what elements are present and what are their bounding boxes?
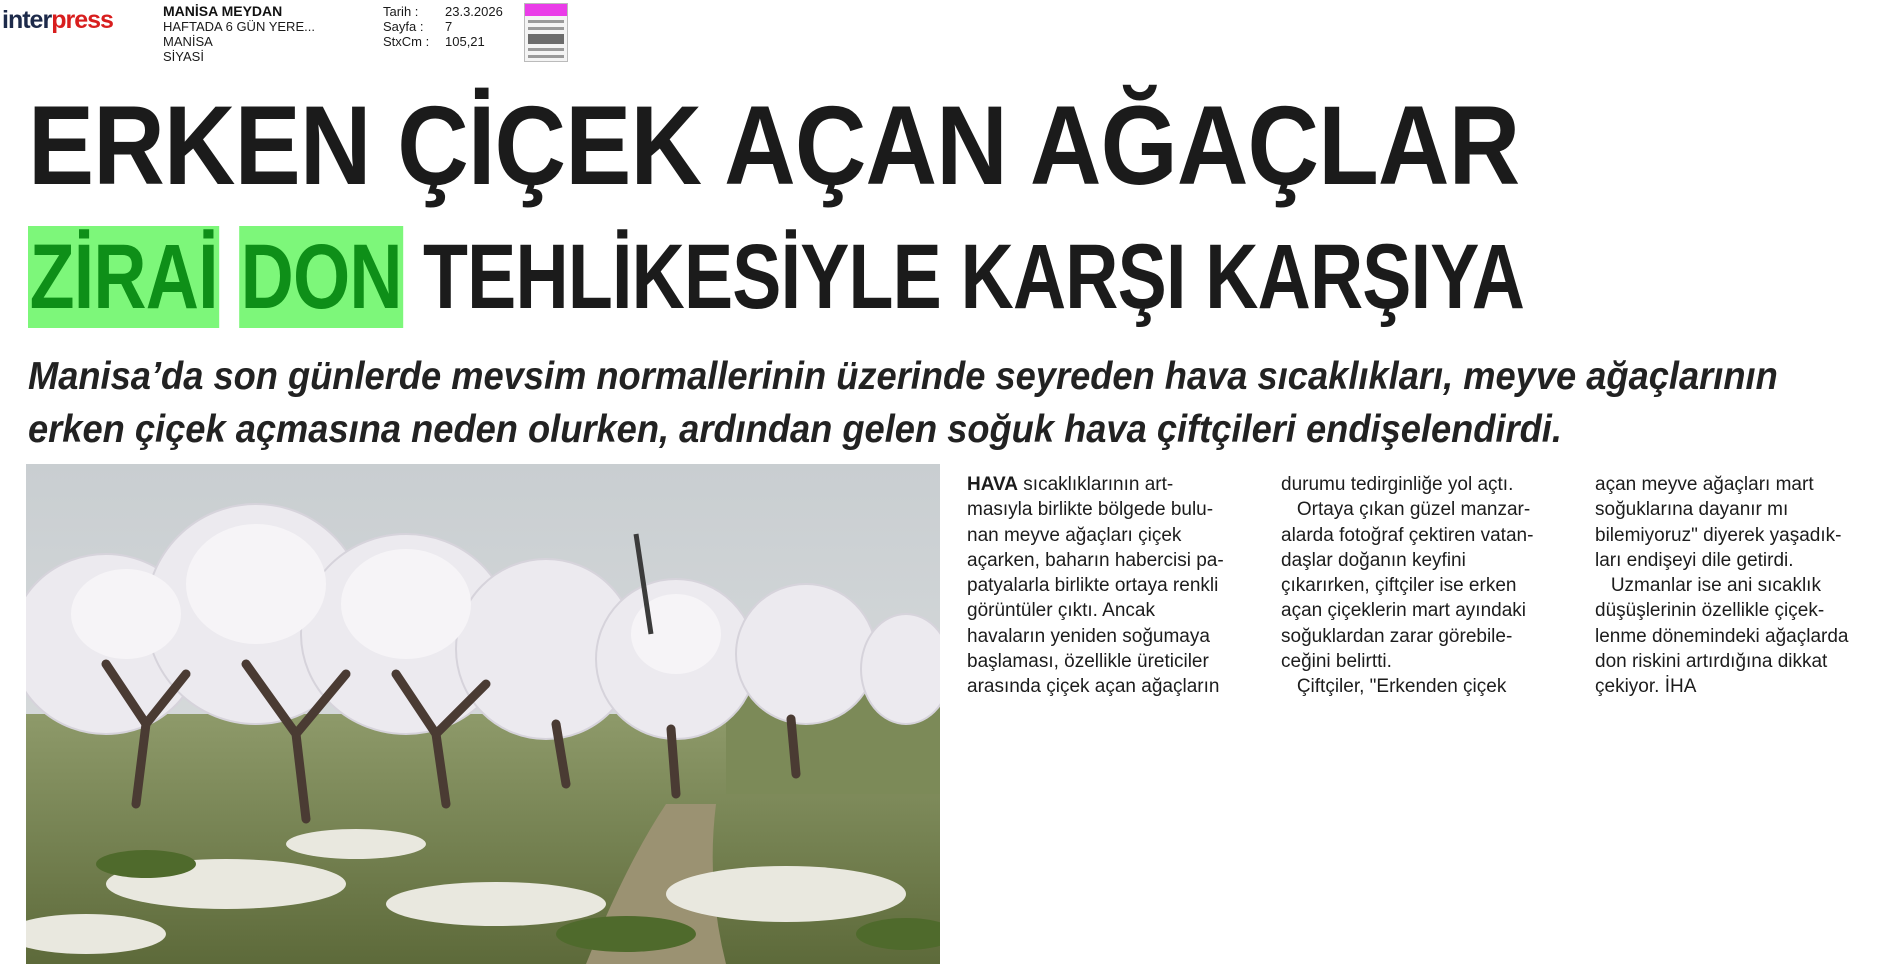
body-line: Ortaya çıkan güzel manzar- bbox=[1281, 499, 1531, 521]
date-label: Tarih : bbox=[383, 4, 419, 19]
body-line: patyalarla birlikte ortaya renkli bbox=[967, 575, 1219, 597]
lead-word: HAVA bbox=[967, 474, 1019, 495]
body-line: ları endişeyi dile getirdi. bbox=[1595, 549, 1794, 571]
body-line: açan çiçeklerin mart ayındaki bbox=[1281, 600, 1526, 622]
body-line: don riskini artırdığına dikkat bbox=[1595, 651, 1828, 673]
publication-city: MANİSA bbox=[163, 34, 213, 49]
interpress-logo bbox=[2, 6, 113, 35]
publication-name: MANİSA MEYDAN bbox=[163, 3, 283, 19]
body-line: ceğini belirtti. bbox=[1281, 651, 1392, 673]
orchard-photo bbox=[26, 464, 940, 964]
body-line: havaların yeniden soğumaya bbox=[967, 625, 1210, 647]
body-line: soğuklarına dayanır mı bbox=[1595, 499, 1789, 521]
clipping-header bbox=[0, 0, 1892, 68]
headline-line1: ERKEN ÇİÇEK AÇAN AĞAÇLAR bbox=[28, 83, 1520, 208]
lede-line1: Manisa’da son günlerde mevsim normallerinin üzerinde seyreden hava sıcaklıkları, meyve ağaçlarının bbox=[28, 355, 1778, 398]
body-line: alarda fotoğraf çektiren vatan- bbox=[1281, 524, 1534, 546]
body-line: HAVA sıcaklıklarının art- bbox=[967, 474, 1174, 495]
body-line: Çiftçiler, "Erkenden çiçek bbox=[1281, 676, 1507, 698]
body-line: daşlar doğanın keyfini bbox=[1281, 549, 1466, 571]
stxcm-value: 105,21 bbox=[445, 34, 485, 49]
page-label: Sayfa : bbox=[383, 19, 424, 34]
logo-part-inter: inter bbox=[2, 6, 52, 34]
article-lede bbox=[28, 350, 1888, 456]
body-line: görüntüler çıktı. Ancak bbox=[967, 600, 1155, 622]
body-line: düşüşlerinin özellikle çiçek- bbox=[1595, 600, 1825, 622]
headline-line2 bbox=[28, 226, 1525, 328]
body-line: soğuklardan zarar görebile- bbox=[1281, 625, 1513, 647]
body-line: çıkarırken, çiftçiler ise erken bbox=[1281, 575, 1517, 597]
publication-info bbox=[163, 4, 315, 64]
lede-line2: erken çiçek açmasına neden olurken, ardından gelen soğuk hava çiftçileri endişelendirdi. bbox=[28, 408, 1562, 451]
body-column-2 bbox=[1281, 472, 1581, 700]
body-column-1 bbox=[967, 472, 1267, 700]
body-line: arasında çiçek açan ağaçların bbox=[967, 676, 1220, 698]
body-line: masıyla birlikte bölgede bulu- bbox=[967, 499, 1214, 521]
logo-part-press: press bbox=[51, 6, 113, 34]
body-column-3 bbox=[1595, 472, 1892, 700]
publication-frequency: HAFTADA 6 GÜN YERE... bbox=[163, 19, 315, 34]
page-thumbnail[interactable] bbox=[524, 3, 568, 62]
body-line: durumu tedirginliğe yol açtı. bbox=[1281, 474, 1514, 495]
clipping-meta bbox=[383, 4, 503, 49]
body-line: Uzmanlar ise ani sıcaklık bbox=[1595, 575, 1821, 597]
headline-highlight-zirai: ZİRAİ bbox=[29, 226, 218, 328]
publication-category: SİYASİ bbox=[163, 49, 204, 64]
body-line: başlaması, özellikle üreticiler bbox=[967, 651, 1209, 673]
headline-highlight-don: DON bbox=[240, 226, 402, 328]
page-value: 7 bbox=[445, 19, 453, 34]
headline-line2-rest: TEHLİKESİYLE KARŞI KARŞIYA bbox=[423, 226, 1525, 328]
date-value: 23.3.2026 bbox=[445, 4, 503, 19]
body-line: lenme dönemindeki ağaçlarda bbox=[1595, 625, 1849, 647]
body-line: nan meyve ağaçları çiçek bbox=[967, 524, 1182, 546]
body-line: çekiyor. İHA bbox=[1595, 676, 1697, 698]
stxcm-label: StxCm : bbox=[383, 34, 430, 49]
body-line: açan meyve ağaçları mart bbox=[1595, 474, 1814, 495]
body-line: bilemiyoruz" diyerek yaşadık- bbox=[1595, 524, 1842, 546]
body-line: açarken, baharın habercisi pa- bbox=[967, 549, 1224, 571]
